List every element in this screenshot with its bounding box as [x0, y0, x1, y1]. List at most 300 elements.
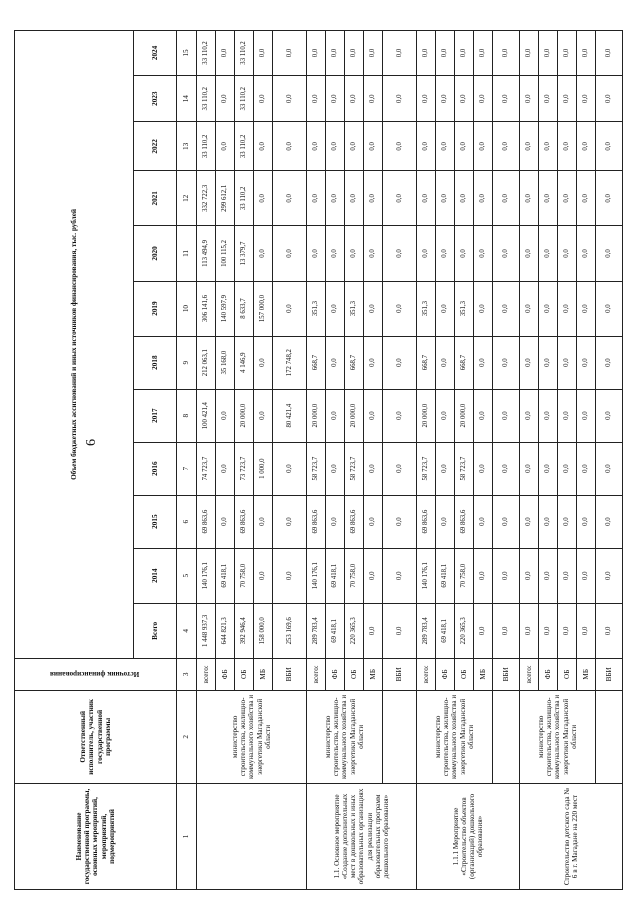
year-value: 351,3 [417, 281, 436, 336]
year-value: 0,0 [577, 442, 596, 495]
responsible-executor: министерство строительства, жилищно-коммунального хозяйства и энергетики Магаданской области [417, 690, 493, 783]
year-value: 0,0 [273, 495, 307, 548]
header-name: Наименование государственной программы, основных мероприятий, мероприятий, подмероприятий [15, 783, 177, 889]
total-value: 644 821,3 [216, 603, 235, 658]
year-value: 0,0 [383, 548, 417, 603]
year-value: 69 863,6 [417, 495, 436, 548]
year-value: 0,0 [493, 548, 520, 603]
funding-source: ФБ [539, 658, 558, 690]
table-row [417, 31, 436, 890]
year-value: 0,0 [254, 226, 273, 281]
year-value: 0,0 [383, 75, 417, 122]
year-value: 0,0 [364, 336, 383, 389]
year-value: 0,0 [539, 495, 558, 548]
funding-source: всего: [307, 658, 326, 690]
year-value: 0,0 [254, 171, 273, 226]
year-value: 0,0 [436, 31, 455, 76]
year-value: 0,0 [436, 336, 455, 389]
header-year: 2014 [134, 548, 177, 603]
total-value: 158 000,0 [254, 603, 273, 658]
year-value: 0,0 [558, 75, 577, 122]
year-value: 0,0 [273, 548, 307, 603]
column-number: 14 [177, 75, 197, 122]
column-number: 1 [177, 783, 197, 889]
year-value: 0,0 [596, 75, 623, 122]
year-value: 0,0 [520, 226, 539, 281]
year-value: 0,0 [345, 226, 364, 281]
year-value: 0,0 [520, 171, 539, 226]
funding-source: ФБ [326, 658, 345, 690]
rotated-page [14, 30, 628, 890]
year-value: 0,0 [254, 495, 273, 548]
total-value: 0,0 [577, 603, 596, 658]
year-value: 0,0 [326, 122, 345, 171]
year-value: 0,0 [326, 31, 345, 76]
funding-source: ОБ [455, 658, 474, 690]
year-value: 0,0 [520, 548, 539, 603]
year-value: 0,0 [326, 442, 345, 495]
year-value: 0,0 [493, 122, 520, 171]
year-value: 69 863,6 [197, 495, 216, 548]
column-number: 9 [177, 336, 197, 389]
funding-source: ВБИ [273, 658, 307, 690]
header-year: 2022 [134, 122, 177, 171]
year-value: 0,0 [417, 31, 436, 76]
year-value: 0,0 [596, 281, 623, 336]
table-row [307, 31, 326, 890]
empty-cell [596, 690, 623, 783]
total-value: 289 783,4 [417, 603, 436, 658]
funding-source: ОБ [558, 658, 577, 690]
year-value: 668,7 [345, 336, 364, 389]
year-value: 0,0 [520, 75, 539, 122]
year-value: 0,0 [216, 389, 235, 442]
year-value: 0,0 [493, 389, 520, 442]
year-value: 0,0 [345, 31, 364, 76]
year-value: 0,0 [558, 336, 577, 389]
year-value: 0,0 [383, 442, 417, 495]
year-value: 0,0 [474, 495, 493, 548]
year-value: 0,0 [254, 75, 273, 122]
year-value: 0,0 [254, 336, 273, 389]
year-value: 0,0 [436, 122, 455, 171]
year-value: 0,0 [474, 548, 493, 603]
year-value: 0,0 [539, 122, 558, 171]
year-value: 0,0 [436, 281, 455, 336]
year-value: 0,0 [520, 442, 539, 495]
year-value: 0,0 [383, 281, 417, 336]
year-value: 0,0 [273, 31, 307, 76]
year-value: 33 110,2 [197, 122, 216, 171]
year-value: 0,0 [539, 281, 558, 336]
year-value: 140 597,9 [216, 281, 235, 336]
year-value: 0,0 [596, 122, 623, 171]
year-value: 0,0 [216, 122, 235, 171]
year-value: 0,0 [326, 495, 345, 548]
year-value: 0,0 [493, 75, 520, 122]
year-value: 0,0 [596, 336, 623, 389]
table-row [383, 31, 417, 890]
year-value: 0,0 [417, 226, 436, 281]
year-value: 140 176,1 [307, 548, 326, 603]
year-value: 0,0 [383, 171, 417, 226]
year-value: 0,0 [216, 31, 235, 76]
year-value: 332 722,3 [197, 171, 216, 226]
total-value: 0,0 [383, 603, 417, 658]
year-value: 140 176,1 [197, 548, 216, 603]
year-value: 0,0 [493, 336, 520, 389]
year-value: 0,0 [364, 548, 383, 603]
year-value: 0,0 [216, 495, 235, 548]
year-value: 58 723,7 [307, 442, 326, 495]
year-value: 0,0 [364, 226, 383, 281]
header-year: 2015 [134, 495, 177, 548]
funding-source: ВБИ [596, 658, 623, 690]
table-body [197, 31, 623, 890]
funding-source: МБ [364, 658, 383, 690]
year-value: 668,7 [417, 336, 436, 389]
year-value: 0,0 [474, 442, 493, 495]
year-value: 20 000,0 [235, 389, 254, 442]
year-value: 0,0 [577, 389, 596, 442]
year-value: 0,0 [364, 389, 383, 442]
year-value: 58 723,7 [417, 442, 436, 495]
column-number: 6 [177, 495, 197, 548]
total-value: 0,0 [474, 603, 493, 658]
year-value: 0,0 [326, 389, 345, 442]
year-value: 0,0 [596, 442, 623, 495]
year-value: 69 863,6 [307, 495, 326, 548]
year-value: 0,0 [254, 548, 273, 603]
year-value: 0,0 [539, 336, 558, 389]
year-value: 0,0 [273, 75, 307, 122]
responsible-executor: министерство строительства, жилищно-коммунального хозяйства и энергетики Магаданской области [197, 690, 307, 783]
year-value: 0,0 [364, 442, 383, 495]
table-row [197, 31, 216, 890]
year-value: 0,0 [520, 31, 539, 76]
year-value: 33 110,2 [197, 31, 216, 76]
year-value: 0,0 [436, 226, 455, 281]
page-number: 6 [84, 439, 99, 446]
year-value: 0,0 [520, 495, 539, 548]
year-value: 0,0 [364, 31, 383, 76]
year-value: 0,0 [577, 495, 596, 548]
year-value: 0,0 [383, 336, 417, 389]
year-value: 0,0 [273, 281, 307, 336]
header-responsible: Ответственный исполнитель, участник государственной программы [15, 690, 177, 783]
total-value: 0,0 [539, 603, 558, 658]
table-row [596, 31, 623, 890]
column-number: 8 [177, 389, 197, 442]
year-value: 0,0 [474, 281, 493, 336]
year-value: 0,0 [474, 122, 493, 171]
year-value: 0,0 [216, 442, 235, 495]
year-value: 69 863,6 [235, 495, 254, 548]
funding-source: ОБ [345, 658, 364, 690]
year-value: 0,0 [558, 389, 577, 442]
year-value: 13 379,7 [235, 226, 254, 281]
header-source [15, 658, 177, 690]
year-value: 0,0 [558, 281, 577, 336]
year-value: 0,0 [254, 122, 273, 171]
year-value: 0,0 [345, 122, 364, 171]
year-value: 100 115,2 [216, 226, 235, 281]
year-value: 33 110,2 [235, 31, 254, 76]
year-value: 0,0 [596, 548, 623, 603]
year-value: 20 000,0 [345, 389, 364, 442]
year-value: 0,0 [596, 389, 623, 442]
year-value: 0,0 [596, 171, 623, 226]
year-value: 58 723,7 [345, 442, 364, 495]
year-value: 0,0 [539, 442, 558, 495]
year-value: 69 418,1 [326, 548, 345, 603]
year-value: 0,0 [474, 171, 493, 226]
header-year: 2024 [134, 31, 177, 76]
responsible-executor: министерство строительства, жилищно-коммунального хозяйства и энергетики Магаданской области [520, 690, 596, 783]
year-value: 351,3 [345, 281, 364, 336]
year-value: 0,0 [307, 171, 326, 226]
year-value: 351,3 [307, 281, 326, 336]
year-value: 20 000,0 [307, 389, 326, 442]
year-value: 0,0 [539, 548, 558, 603]
year-value: 33 110,2 [235, 171, 254, 226]
year-value: 0,0 [493, 226, 520, 281]
funding-source: ОБ [235, 658, 254, 690]
year-value: 0,0 [577, 548, 596, 603]
year-value: 0,0 [539, 171, 558, 226]
year-value: 70 758,0 [235, 548, 254, 603]
total-value: 392 946,4 [235, 603, 254, 658]
year-value: 0,0 [436, 75, 455, 122]
year-value: 157 000,0 [254, 281, 273, 336]
year-value: 0,0 [326, 226, 345, 281]
year-value: 0,0 [345, 75, 364, 122]
funding-source: ВБИ [383, 658, 417, 690]
year-value: 0,0 [577, 122, 596, 171]
year-value: 172 748,2 [273, 336, 307, 389]
year-value: 0,0 [273, 442, 307, 495]
table-row [520, 31, 539, 890]
year-value: 0,0 [307, 31, 326, 76]
year-value: 0,0 [307, 75, 326, 122]
year-value: 0,0 [273, 226, 307, 281]
total-value: 220 365,3 [345, 603, 364, 658]
funding-source: всего: [197, 658, 216, 690]
total-value: 0,0 [520, 603, 539, 658]
year-value: 70 758,0 [455, 548, 474, 603]
year-value: 73 723,7 [235, 442, 254, 495]
column-number: 15 [177, 31, 197, 76]
funding-source: ФБ [436, 658, 455, 690]
year-value: 0,0 [558, 31, 577, 76]
year-value: 0,0 [493, 171, 520, 226]
year-value: 69 863,6 [345, 495, 364, 548]
year-value: 0,0 [520, 281, 539, 336]
total-value: 0,0 [493, 603, 520, 658]
funding-source: МБ [577, 658, 596, 690]
funding-source: МБ [474, 658, 493, 690]
empty-cell [383, 690, 417, 783]
year-value: 0,0 [436, 171, 455, 226]
total-value: 69 418,1 [326, 603, 345, 658]
year-value: 69 418,1 [436, 548, 455, 603]
column-number: 3 [177, 658, 197, 690]
header-year: 2016 [134, 442, 177, 495]
funding-source: ФБ [216, 658, 235, 690]
year-value: 0,0 [383, 389, 417, 442]
year-value: 0,0 [326, 75, 345, 122]
year-value: 0,0 [520, 389, 539, 442]
column-number: 12 [177, 171, 197, 226]
year-value: 140 176,1 [417, 548, 436, 603]
year-value: 306 141,6 [197, 281, 216, 336]
total-value: 0,0 [364, 603, 383, 658]
year-value: 0,0 [558, 226, 577, 281]
year-value: 0,0 [307, 226, 326, 281]
funding-source: всего: [520, 658, 539, 690]
year-value: 0,0 [364, 75, 383, 122]
funding-source: МБ [254, 658, 273, 690]
year-value: 0,0 [417, 122, 436, 171]
year-value: 0,0 [596, 226, 623, 281]
year-value: 0,0 [326, 336, 345, 389]
column-number: 13 [177, 122, 197, 171]
header-year: 2023 [134, 75, 177, 122]
responsible-executor: министерство строительства, жилищно-коммунального хозяйства и энергетики Магаданской области [307, 690, 383, 783]
year-value: 0,0 [493, 281, 520, 336]
year-value: 0,0 [364, 281, 383, 336]
column-number: 4 [177, 603, 197, 658]
year-value: 70 758,0 [345, 548, 364, 603]
year-value: 0,0 [436, 495, 455, 548]
header-year: 2018 [134, 336, 177, 389]
year-value: 0,0 [364, 122, 383, 171]
year-value: 0,0 [493, 495, 520, 548]
year-value: 0,0 [520, 122, 539, 171]
year-value: 0,0 [558, 171, 577, 226]
year-value: 0,0 [539, 31, 558, 76]
year-value: 0,0 [383, 226, 417, 281]
year-value: 35 168,0 [216, 336, 235, 389]
year-value: 0,0 [493, 442, 520, 495]
program-name: Строительство детского сада № 6 в г. Магадане на 220 мест [520, 783, 623, 889]
header-funding-group: Объем бюджетных ассигнований и иных источников финансирования, тыс. рублей [15, 31, 134, 659]
year-value: 0,0 [216, 75, 235, 122]
year-value: 0,0 [455, 226, 474, 281]
program-name: 1.1. Основное мероприятие «Создание дополнительных мест в дошкольных и иных образовательных организациях для реализации образовательных программ дошкольного образования» [307, 783, 417, 889]
year-value: 351,3 [455, 281, 474, 336]
header-year: 2019 [134, 281, 177, 336]
empty-cell [493, 690, 520, 783]
year-value: 0,0 [539, 75, 558, 122]
year-value: 0,0 [436, 389, 455, 442]
funding-source: ВБИ [493, 658, 520, 690]
year-value: 0,0 [558, 442, 577, 495]
year-value: 0,0 [417, 171, 436, 226]
year-value: 69 418,1 [216, 548, 235, 603]
total-value: 1 448 937,3 [197, 603, 216, 658]
year-value: 0,0 [539, 389, 558, 442]
total-value: 0,0 [596, 603, 623, 658]
year-value: 0,0 [254, 31, 273, 76]
program-name [197, 783, 307, 889]
year-value: 0,0 [558, 548, 577, 603]
year-value: 113 494,9 [197, 226, 216, 281]
year-value: 58 723,7 [455, 442, 474, 495]
header-source-label: Источник финансирования [49, 670, 140, 679]
column-number: 5 [177, 548, 197, 603]
year-value: 212 063,1 [197, 336, 216, 389]
year-value: 8 633,7 [235, 281, 254, 336]
funding-table [14, 30, 623, 890]
year-value: 33 110,2 [197, 75, 216, 122]
year-value: 0,0 [436, 442, 455, 495]
funding-source: всего: [417, 658, 436, 690]
column-number-row [177, 31, 197, 890]
year-value: 20 000,0 [455, 389, 474, 442]
year-value: 668,7 [307, 336, 326, 389]
year-value: 0,0 [326, 281, 345, 336]
header-year: 2017 [134, 389, 177, 442]
total-value: 253 169,6 [273, 603, 307, 658]
year-value: 0,0 [417, 75, 436, 122]
year-value: 33 110,2 [235, 75, 254, 122]
year-value: 0,0 [455, 31, 474, 76]
year-value: 0,0 [520, 336, 539, 389]
year-value: 0,0 [596, 495, 623, 548]
year-value: 0,0 [326, 171, 345, 226]
program-name: 1.1.1 Мероприятие «Строительство объектов (организаций) дошкольного образования» [417, 783, 520, 889]
total-value: 289 783,4 [307, 603, 326, 658]
year-value: 0,0 [474, 31, 493, 76]
year-value: 0,0 [455, 75, 474, 122]
year-value: 0,0 [577, 75, 596, 122]
year-value: 0,0 [493, 31, 520, 76]
year-value: 20 000,0 [417, 389, 436, 442]
column-number: 7 [177, 442, 197, 495]
year-value: 668,7 [455, 336, 474, 389]
year-value: 69 863,6 [455, 495, 474, 548]
year-value: 0,0 [577, 31, 596, 76]
year-value: 0,0 [273, 122, 307, 171]
year-value: 0,0 [254, 389, 273, 442]
table-row [493, 31, 520, 890]
year-value: 1 000,0 [254, 442, 273, 495]
header-year: 2020 [134, 226, 177, 281]
year-value: 0,0 [364, 495, 383, 548]
year-value: 0,0 [539, 226, 558, 281]
total-value: 69 418,1 [436, 603, 455, 658]
column-number: 11 [177, 226, 197, 281]
year-value: 0,0 [273, 171, 307, 226]
year-value: 74 723,7 [197, 442, 216, 495]
total-value: 220 365,3 [455, 603, 474, 658]
year-value: 4 146,9 [235, 336, 254, 389]
header-year: 2021 [134, 171, 177, 226]
year-value: 0,0 [364, 171, 383, 226]
column-number: 10 [177, 281, 197, 336]
year-value: 0,0 [307, 122, 326, 171]
year-value: 0,0 [558, 495, 577, 548]
year-value: 0,0 [455, 171, 474, 226]
column-number: 2 [177, 690, 197, 783]
year-value: 0,0 [558, 122, 577, 171]
year-value: 33 110,2 [235, 122, 254, 171]
year-value: 0,0 [383, 31, 417, 76]
year-value: 0,0 [474, 75, 493, 122]
year-value: 0,0 [577, 336, 596, 389]
year-value: 80 421,4 [273, 389, 307, 442]
